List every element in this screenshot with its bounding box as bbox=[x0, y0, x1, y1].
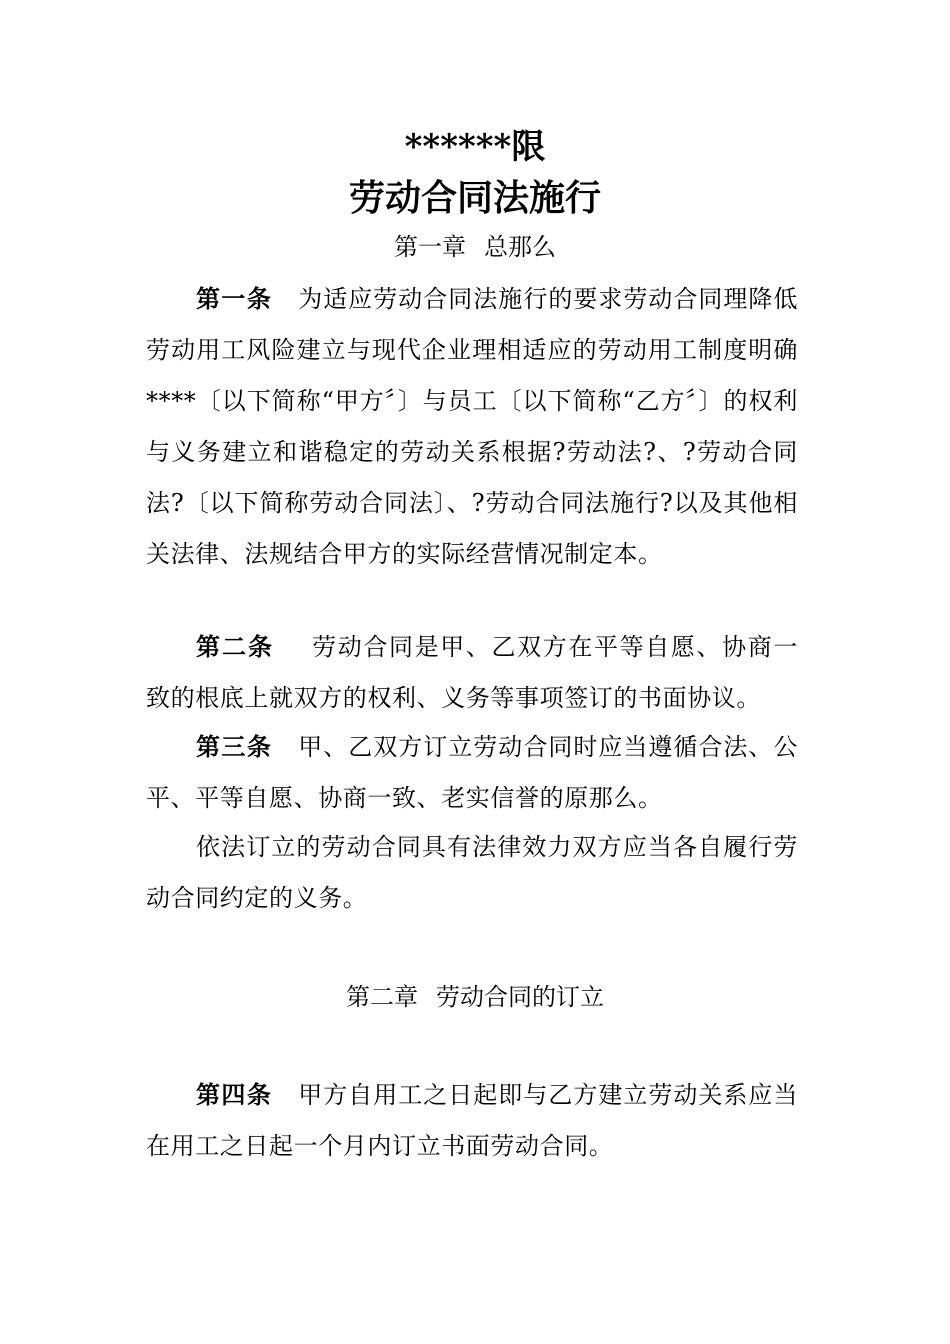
article-4-label: 第四条 bbox=[196, 1081, 273, 1109]
article-3-label: 第三条 bbox=[196, 733, 273, 761]
article-1-label: 第一条 bbox=[196, 285, 273, 313]
article-2 bbox=[146, 622, 798, 724]
article-4-text: 甲方自用工之日起即与乙方建立劳动关系应当在用工之日起一个月内订立书面劳动合同。 bbox=[146, 1081, 799, 1160]
plain-paragraph: 依法订立的劳动合同具有法律效力双方应当各自履行劳动合同约定的义务。 bbox=[146, 833, 798, 912]
chapter-2-heading bbox=[0, 980, 950, 1014]
article-2-text: 劳动合同是甲、乙双方在平等自愿、协商一致的根底上就双方的权利、义务等事项签订的书面协议。 bbox=[146, 633, 799, 712]
article-3-text: 甲、乙双方订立劳动合同时应当遵循合法、公平、平等自愿、协商一致、老实信誉的原那么。 bbox=[146, 733, 799, 812]
chapter-1-number: 第一章 bbox=[394, 233, 466, 261]
chapter-2-number: 第二章 bbox=[346, 983, 418, 1011]
company-name: ******限 bbox=[404, 127, 546, 167]
article-1 bbox=[146, 274, 798, 580]
document-title: 劳动合同法施行 bbox=[348, 177, 601, 219]
article-1-text: 为适应劳动合同法施行的要求劳动合同理降低劳动用工风险建立与现代企业理相适应的劳动用工制度明确****〔以下简称“甲方〞〕与员工〔以下简称“乙方〞〕的权利与义务建立和谐稳定的劳动关系根据?劳动法?、?劳动合同法?〔以下简称劳动合同法〕、?劳动合同法施行?以及其他相关法律、法规结合甲方的实际经营情况制定本。 bbox=[146, 285, 799, 568]
chapter-1-name: 总那么 bbox=[484, 233, 556, 261]
article-4 bbox=[146, 1070, 798, 1172]
article-2-label: 第二条 bbox=[196, 633, 275, 661]
chapter-1-heading bbox=[0, 230, 950, 264]
chapter-2-name: 劳动合同的订立 bbox=[436, 983, 604, 1011]
article-3 bbox=[146, 722, 798, 824]
